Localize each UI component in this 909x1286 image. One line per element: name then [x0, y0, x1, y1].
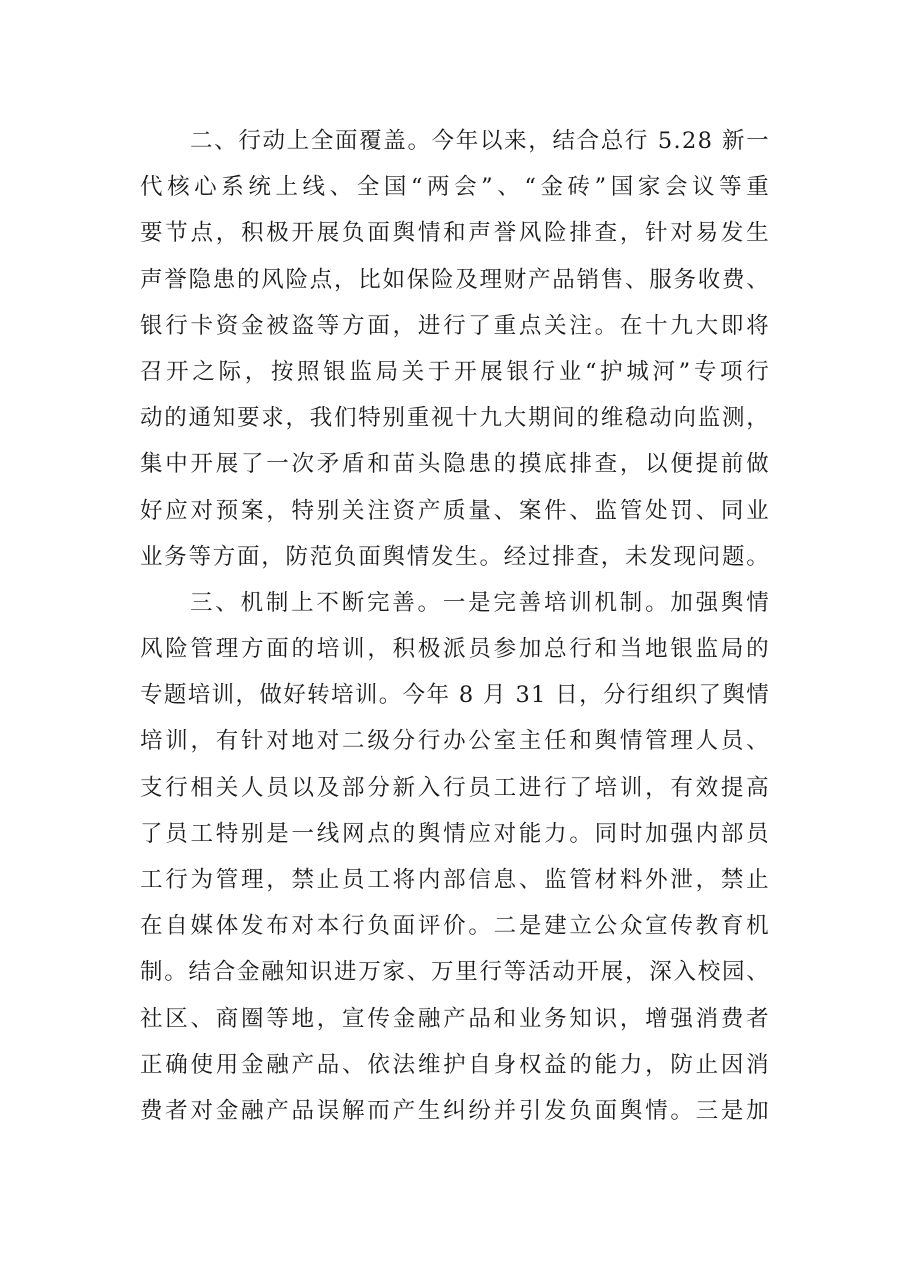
paragraph-2-line-1: 二、行动上全面覆盖。今年以来，结合总行 5.28 新一	[190, 128, 770, 154]
paragraph-2-line-3: 要节点，积极开展负面舆情和声誉风险排查，针对易发生	[140, 220, 770, 247]
paragraph-3-line-4: 培训，有针对地对二级分行办公室主任和舆情管理人员、	[140, 728, 770, 755]
paragraph-2-line-9: 好应对预案，特别关注资产质量、案件、监管处罚、同业	[140, 497, 770, 524]
paragraph-3-line-7: 工行为管理，禁止员工将内部信息、监管材料外泄，禁止	[140, 867, 770, 893]
paragraph-2-line-2: 代核心系统上线、全国“两会”、“金砖”国家会议等重	[140, 174, 770, 201]
paragraph-3-line-10: 社区、商圈等地，宣传金融产品和业务知识，增强消费者	[140, 1005, 770, 1032]
paragraph-2-line-6: 召开之际，按照银监局关于开展银行业“护城河”专项行	[140, 358, 770, 385]
document-body	[140, 118, 770, 1134]
paragraph-2-line-10: 业务等方面，防范负面舆情发生。经过排查，未发现问题。	[140, 543, 770, 570]
paragraph-3-line-11: 正确使用金融产品、依法维护自身权益的能力，防止因消	[140, 1051, 770, 1078]
paragraph-3-line-12: 费者对金融产品误解而产生纠纷并引发负面舆情。三是加	[140, 1097, 770, 1124]
paragraph-3-line-8: 在自媒体发布对本行负面评价。二是建立公众宣传教育机	[140, 913, 770, 940]
paragraph-3-line-9: 制。结合金融知识进万家、万里行等活动开展，深入校园、	[140, 959, 770, 986]
paragraph-2-line-7: 动的通知要求，我们特别重视十九大期间的维稳动向监测，	[140, 405, 770, 432]
paragraph-3-line-2: 风险管理方面的培训，积极派员参加总行和当地银监局的	[140, 636, 770, 663]
paragraph-3-line-6: 了员工特别是一线网点的舆情应对能力。同时加强内部员	[140, 820, 770, 847]
paragraph-2-line-8: 集中开展了一次矛盾和苗头隐患的摸底排查，以便提前做	[140, 451, 770, 478]
paragraph-3-line-3: 专题培训，做好转培训。今年 8 月 31 日，分行组织了舆情	[140, 682, 770, 709]
paragraph-2-line-5: 银行卡资金被盗等方面，进行了重点关注。在十九大即将	[140, 312, 770, 339]
paragraph-3-line-1: 三、机制上不断完善。一是完善培训机制。加强舆情	[190, 589, 770, 616]
paragraph-3-line-5: 支行相关人员以及部分新入行员工进行了培训，有效提高	[140, 774, 770, 801]
paragraph-2-line-4: 声誉隐患的风险点，比如保险及理财产品销售、服务收费、	[140, 266, 770, 293]
